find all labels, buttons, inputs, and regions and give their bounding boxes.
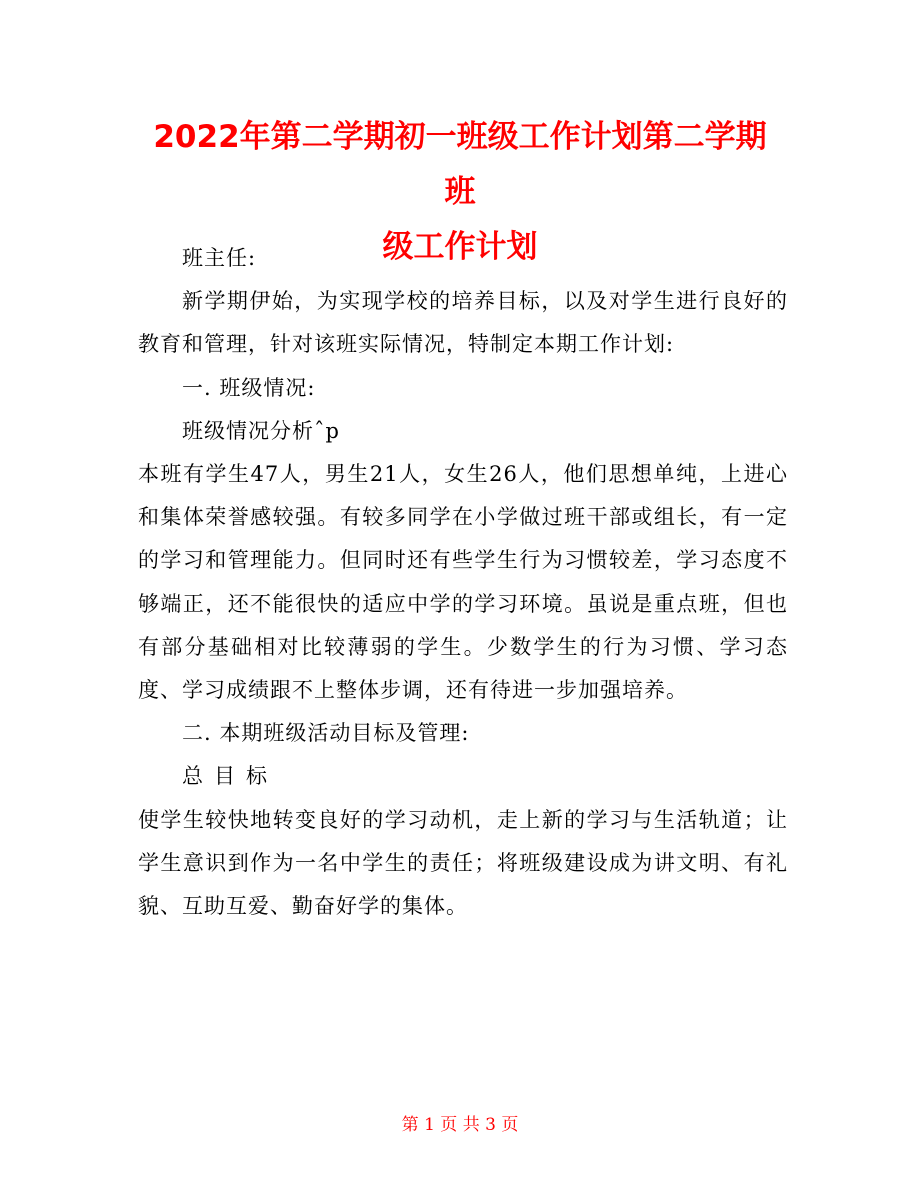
paragraph-head-teacher: 班主任:: [182, 246, 257, 270]
paragraph-overall-goal: 使学生较快地转变良好的学习动机，走上新的学习与生活轨道；让学生意识到作为一名中学生的责任；将班级建设成为讲文明、有礼貌、互助互爱、勤奋好学的集体。: [138, 807, 788, 919]
paragraph-class-analysis: 本班有学生47人，男生21人，女生26人，他们思想单纯，上进心和集体荣誉感较强。有较多同学在小学做过班干部或组长，有一定的学习和管理能力。但同时还有些学生行为习惯较差，学习态度不够端正，还不能很快的适应中学的学习环境。虽说是重点班，但也有部分基础相对比较薄弱的学生。少数学生的行为习惯、学习态度、学习成绩跟不上整体步调，还有待进一步加强培养。: [138, 462, 788, 703]
subheading-class-analysis: 班级情况分析ˆp: [182, 418, 340, 443]
section-heading-activity-goals: 二. 本期班级活动目标及管理:: [182, 721, 470, 746]
page-number-footer: 第 1 页 共 3 页: [401, 1115, 519, 1135]
subheading-overall-goal: 总目标: [182, 764, 278, 789]
document-body: [138, 237, 788, 928]
title-line-1: 2022年第二学期初一班级工作计划第二学期班: [153, 119, 767, 210]
section-heading-class-situation: 一. 班级情况:: [182, 375, 316, 400]
title-line-2: 级工作计划: [382, 229, 538, 265]
paragraph-intro: 新学期伊始，为实现学校的培养目标，以及对学生进行良好的教育和管理，针对该班实际情况，特制定本期工作计划:: [138, 289, 788, 357]
